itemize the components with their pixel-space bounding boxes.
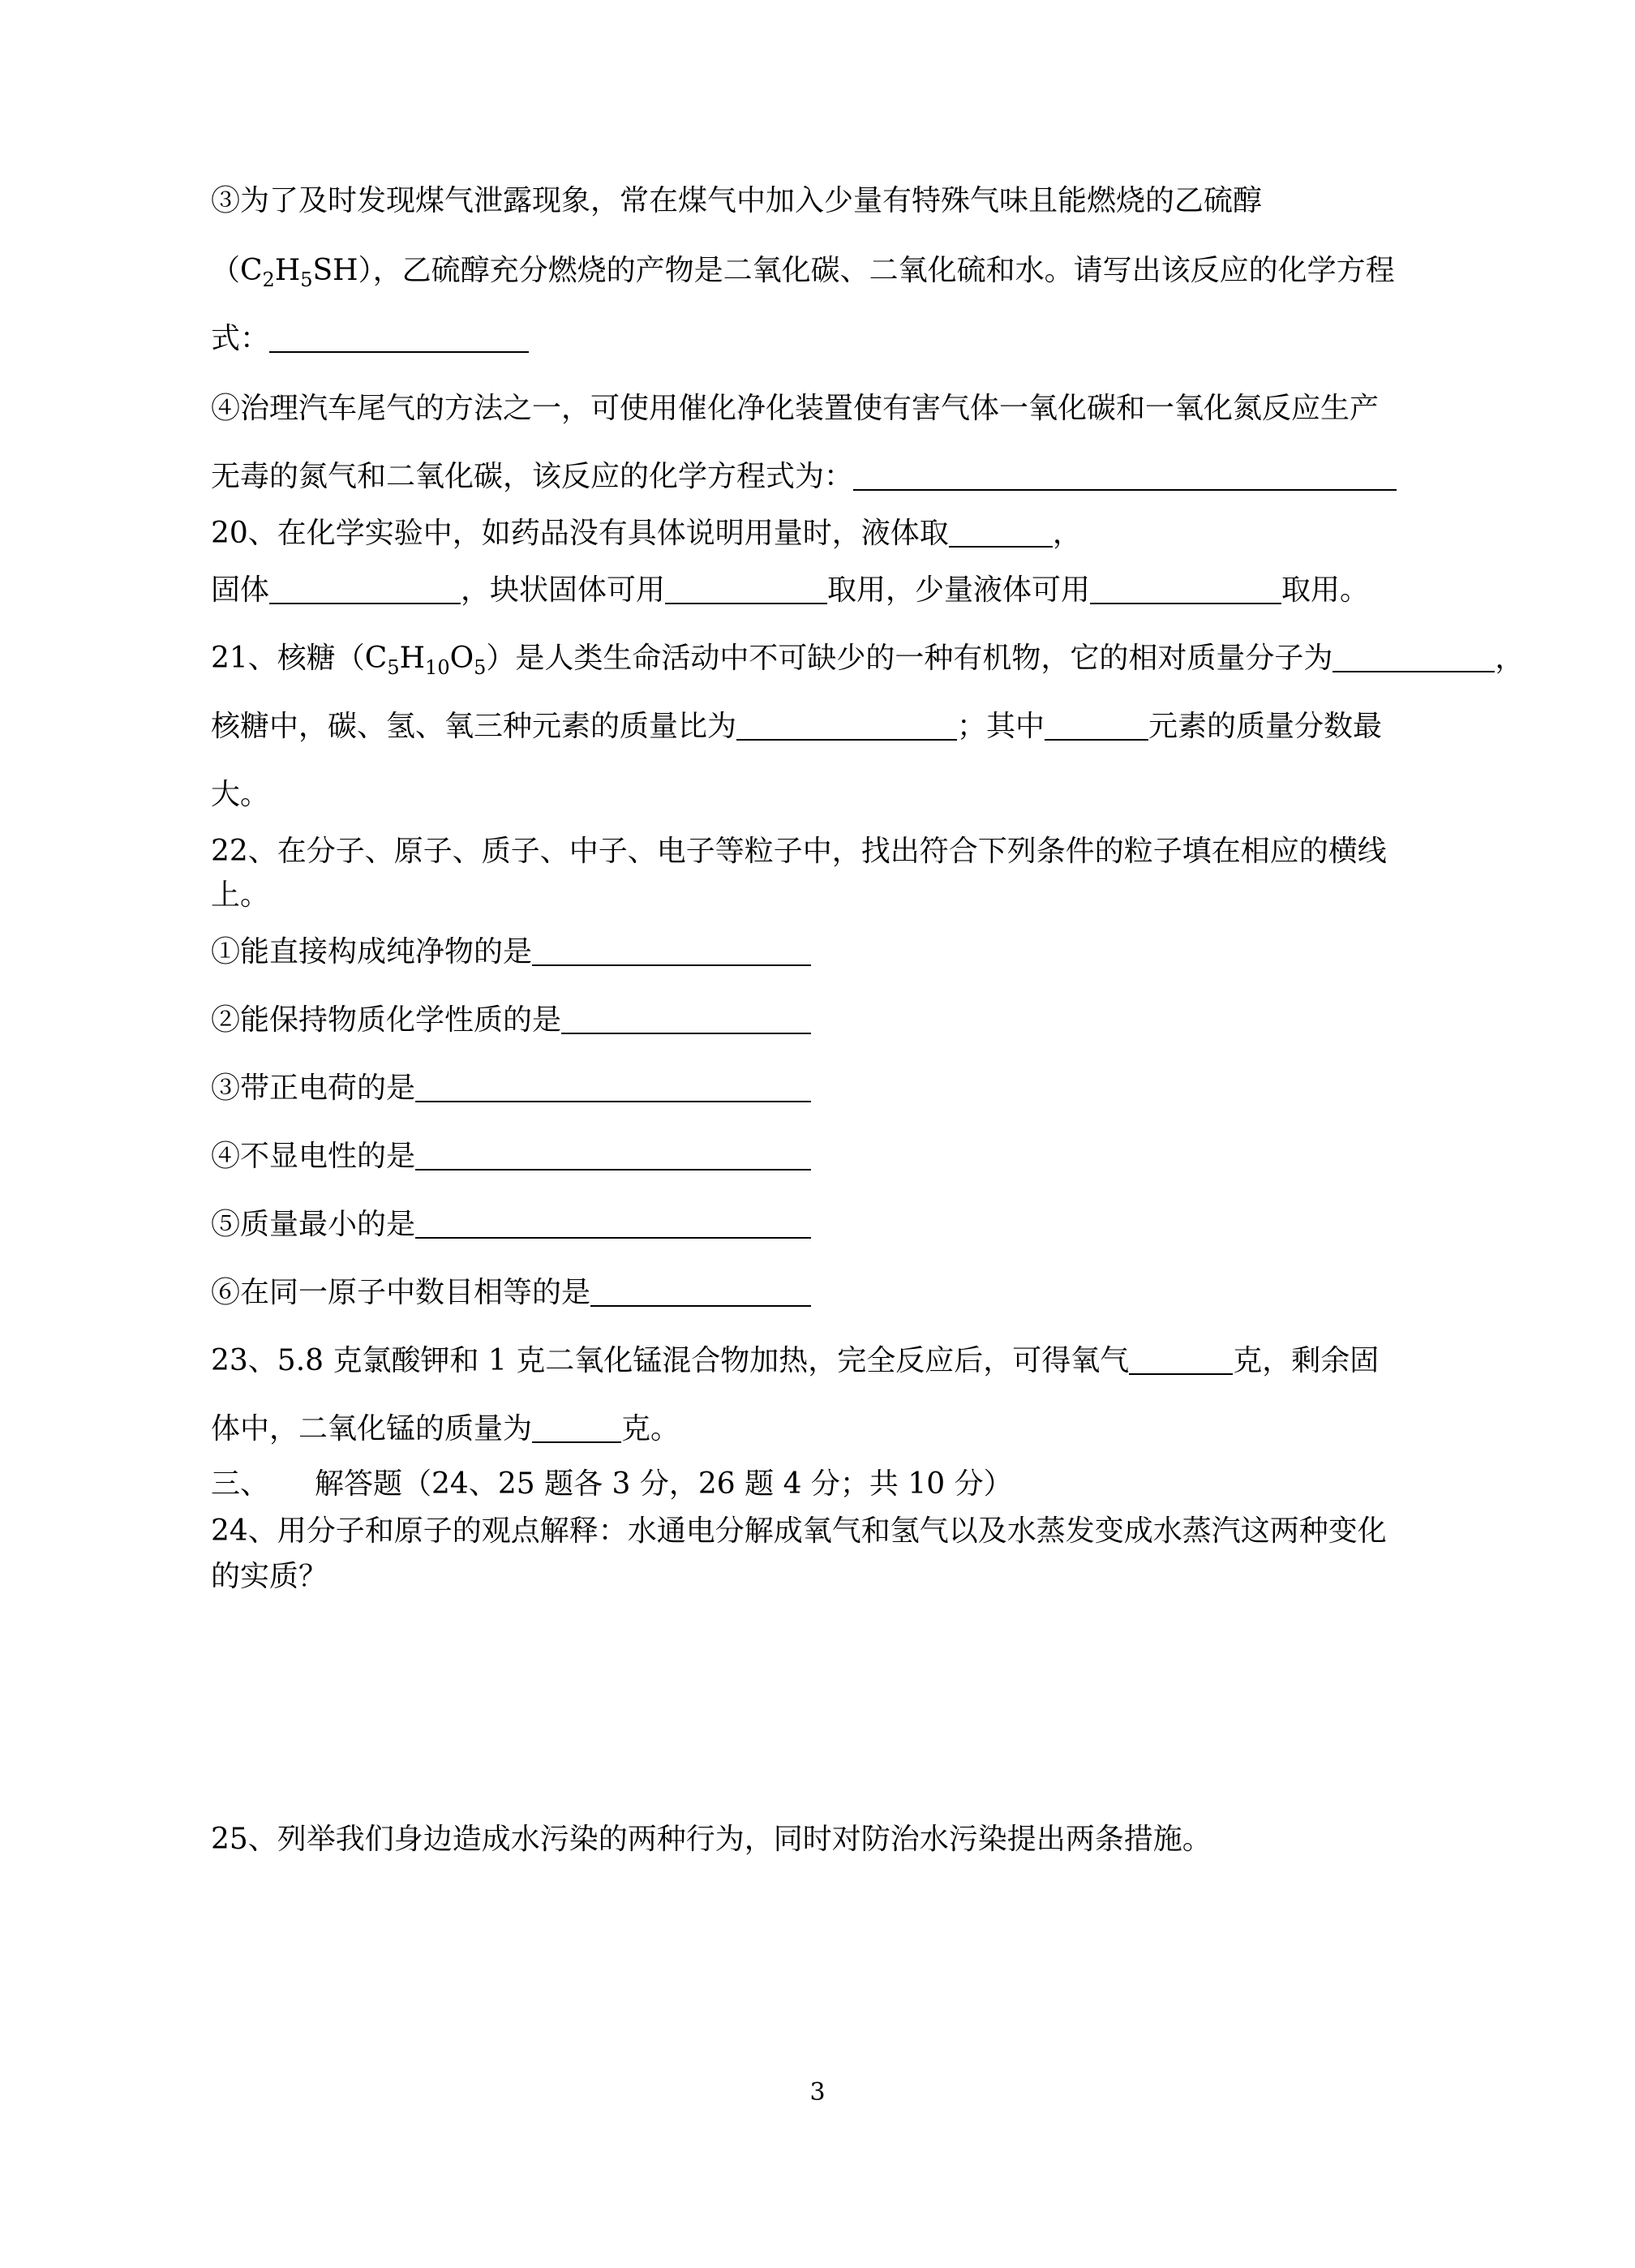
answer-blank[interactable] — [1129, 1347, 1233, 1375]
answer-blank[interactable] — [590, 1279, 811, 1307]
q19-part4-line2: 无毒的氮气和二氧化碳，该反应的化学方程式为： — [211, 459, 1397, 495]
q20-line1: 20、在化学实验中，如药品没有具体说明用量时，液体取 ， — [211, 517, 1082, 550]
q20-line2: 固体 ，块状固体可用 取用，少量液体可用 取用。 — [211, 573, 1370, 607]
answer-blank[interactable] — [415, 1143, 811, 1171]
q24-line1: 24、用分子和原子的观点解释：水通电分解成氧气和氢气以及水蒸发变成水蒸汽这两种变化 — [211, 1514, 1387, 1548]
q22-item-4: ④不显电性的是 — [211, 1139, 811, 1175]
answer-blank[interactable] — [532, 939, 811, 966]
answer-blank[interactable] — [665, 577, 827, 604]
q19-part3-line1: ③为了及时发现煤气泄露现象，常在煤气中加入少量有特殊气味且能燃烧的乙硫醇 — [211, 184, 1263, 217]
q23-line1: 23、5.8 克氯酸钾和 1 克二氧化锰混合物加热，完全反应后，可得氧气 克，剩余固 — [211, 1344, 1380, 1377]
answer-blank[interactable] — [532, 1415, 621, 1443]
answer-blank[interactable] — [1090, 577, 1281, 604]
q22-item-1: ①能直接构成纯净物的是 — [211, 934, 811, 970]
q21-line1: 21、核糖$(C_5H_{10}O_5)$是人类生命活动中不可缺少的一种有机物，它的相对质量分子为 ， — [211, 642, 1525, 679]
answer-blank[interactable] — [1332, 645, 1495, 672]
answer-blank[interactable] — [269, 577, 461, 604]
q22-item-5: ⑤质量最小的是 — [211, 1207, 811, 1243]
section-heading: 三、 解答题（24、25 题各 3 分，26 题 4 分；共 10 分） — [211, 1467, 1013, 1501]
q19-part3-line3: 式： — [211, 321, 529, 357]
page-number: 3 — [809, 2078, 826, 2107]
answer-blank[interactable] — [415, 1075, 811, 1102]
answer-blank[interactable] — [269, 325, 529, 353]
q22-line2: 上。 — [211, 878, 270, 912]
answer-blank[interactable] — [736, 713, 957, 741]
q25-line1: 25、列举我们身边造成水污染的两种行为，同时对防治水污染提出两条措施。 — [211, 1823, 1212, 1856]
q19-part4-line1: ④治理汽车尾气的方法之一，可使用催化净化装置使有害气体一氧化碳和一氧化氮反应生产 — [211, 392, 1380, 425]
answer-blank[interactable] — [561, 1007, 811, 1034]
q23-line2: 体中，二氧化锰的质量为 克。 — [211, 1412, 680, 1445]
answer-blank[interactable] — [949, 520, 1053, 548]
q21-line3: 大。 — [211, 778, 270, 811]
answer-blank[interactable] — [415, 1211, 811, 1239]
q22-item-6: ⑥在同一原子中数目相等的是 — [211, 1275, 811, 1311]
answer-blank[interactable] — [853, 463, 1397, 491]
q22-item-2: ②能保持物质化学性质的是 — [211, 1003, 811, 1038]
q22-line1: 22、在分子、原子、质子、中子、电子等粒子中，找出符合下列条件的粒子填在相应的横线 — [211, 835, 1387, 868]
q21-line2: 核糖中，碳、氢、氧三种元素的质量比为 ；其中 元素的质量分数最 — [211, 710, 1383, 743]
q22-item-3: ③带正电荷的是 — [211, 1071, 811, 1106]
answer-blank[interactable] — [1045, 713, 1148, 741]
q24-line2: 的实质？ — [211, 1560, 328, 1593]
q19-part3-line2: $(C_2H_5SH)$，乙硫醇充分燃烧的产物是二氧化碳、二氧化硫和水。请写出该反应的化学方程 — [211, 254, 1395, 291]
